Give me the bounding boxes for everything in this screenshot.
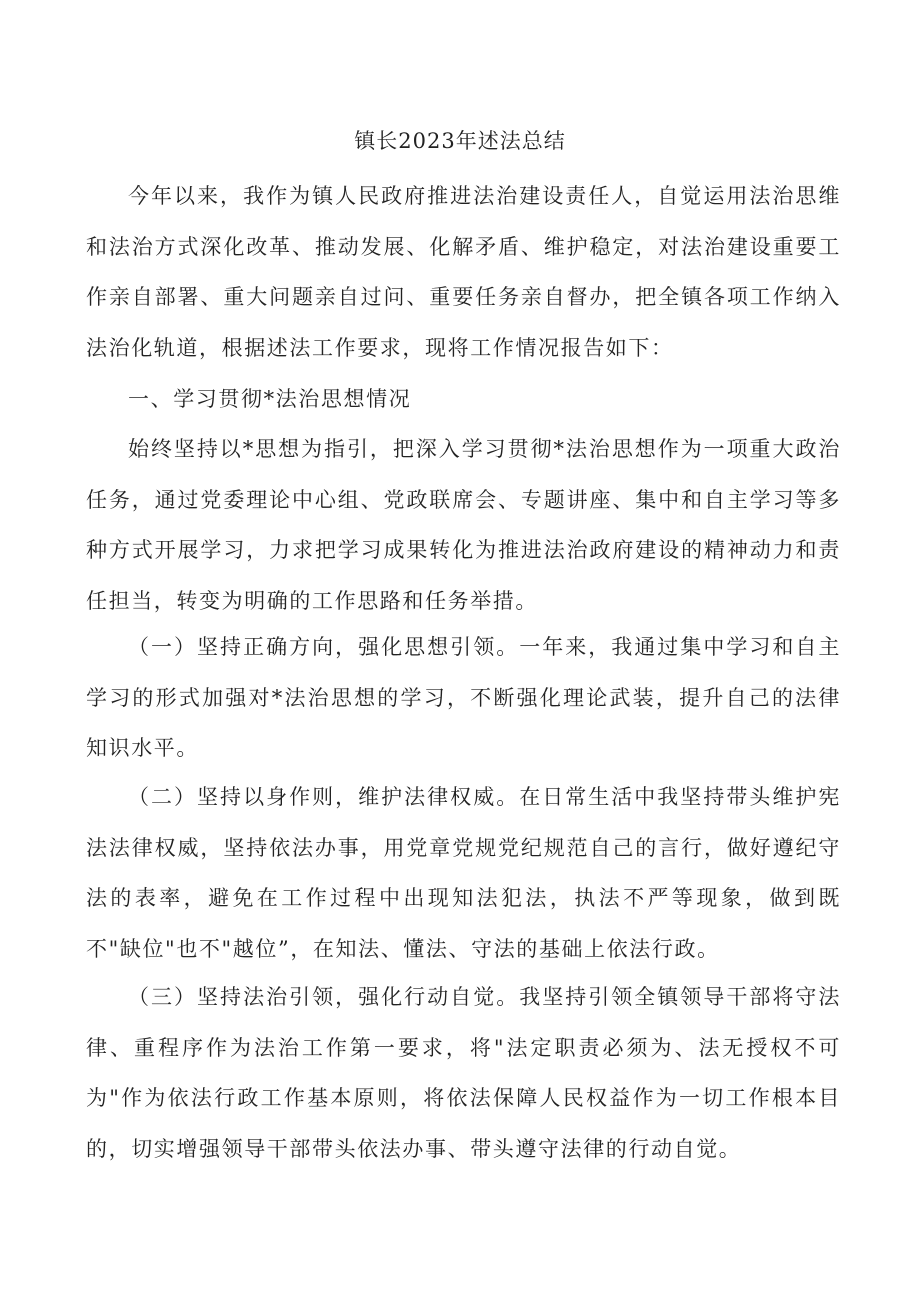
paragraph-item-2: （二）坚持以身作则，维护法律权威。在日常生活中我坚持带头维护宪法法律权威，坚持依法办事，用党章党规党纪规范自己的言行，做好遵纪守法的表率，避免在工作过程中出现知法犯法，执法不严等现象，做到既不"缺位"也不"越位”，在知法、懂法、守法的基础上依法行政。 xyxy=(86,785,841,961)
section-heading-1: 一、学习贯彻*法治思想情况 xyxy=(128,387,412,411)
document-title: 镇长2023年述法总结 xyxy=(354,129,566,153)
paragraph-intro: 今年以来，我作为镇人民政府推进法治建设责任人，自觉运用法治思维和法治方式深化改革、推动发展、化解矛盾、维护稳定，对法治建设重要工作亲自部署、重大问题亲自过问、重要任务亲自督办，把全镇各项工作纳入法治化轨道，根据述法工作要求，现将工作情况报告如下： xyxy=(86,184,841,360)
paragraph-section-1-body: 始终坚持以*思想为指引，把深入学习贯彻*法治思想作为一项重大政治任务，通过党委理论中心组、党政联席会、专题讲座、集中和自主学习等多种方式开展学习，力求把学习成果转化为推进法治政府建设的精神动力和责任担当，转变为明确的工作思路和任务举措。 xyxy=(86,437,841,613)
paragraph-item-3: （三）坚持法治引领，强化行动自觉。我坚持引领全镇领导干部将守法律、重程序作为法治工作第一要求，将"法定职责必须为、法无授权不可为"作为依法行政工作基本原则，将依法保障人民权益作为一切工作根本目的，切实增强领导干部带头依法办事、带头遵守法律的行动自觉。 xyxy=(86,985,841,1161)
paragraph-item-1: （一）坚持正确方向，强化思想引领。一年来，我通过集中学习和自主学习的形式加强对*法治思想的学习，不断强化理论武装，提升自己的法律知识水平。 xyxy=(86,635,841,760)
